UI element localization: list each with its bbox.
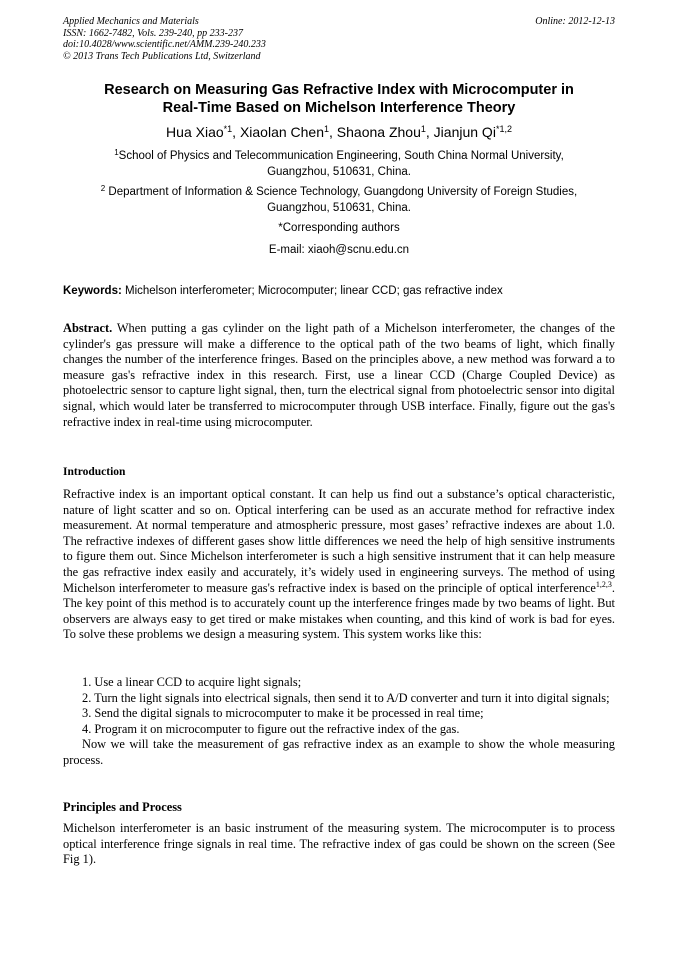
title-line-1: Research on Measuring Gas Refractive Index with Microcomputer in [104, 82, 574, 98]
keywords [63, 284, 615, 299]
steps-list [63, 675, 615, 769]
email-line: E-mail: xiaoh@scnu.edu.cn [268, 244, 410, 256]
abstract-text: When putting a gas cylinder on the light path of a Michelson interferometer, the changes of the cylinder's gas pressure will make a difference to the optical path of the two beams of light, which finally changes the number of the interference fringes. Based on the principles above, a new method was forward a to measure gas's refractive index in this research. First, use a linear CCD (Charge Coupled Device) as photoelectric sensor to capture light signal, then, turn the electrical signal from photoelectric sensor into digital signal, which would later be transferred to microcomputer through USB interface. Finally, figure out the gas's refractive index in real-time using microcomputer. [63, 321, 615, 429]
abstract [63, 321, 615, 430]
title-line-2: Real-Time Based on Michelson Interference Theory [162, 100, 516, 116]
author-name: Jianjun Qi [433, 124, 496, 140]
copyright-line: © 2013 Trans Tech Publications Ltd, Switzerland [63, 50, 261, 62]
online-date: Online: 2012-12-13 [535, 16, 615, 27]
author-sep: , [425, 124, 434, 140]
author-sup: *1,2 [495, 124, 512, 134]
list-item: Now we will take the measurement of gas refractive index as an example to show the whole measuring process. [63, 737, 615, 767]
affiliation-2-line-2: Guangzhou, 510631, China. [267, 202, 411, 214]
author-sup: 1 [324, 124, 330, 134]
author-sep: , [329, 124, 337, 140]
intro-text-tail: . The key point of this method is to accurately count up the interference fringes made by two beams of light. But observers are always easy to get tired or make mistakes when counting, and this kind of work is bad for eyes. To solve these problems we design a measuring system. This system works like this: [63, 580, 615, 642]
author-name: Xiaolan Chen [239, 124, 324, 140]
affiliation-1 [63, 148, 615, 180]
journal-header [63, 16, 615, 62]
paper-title [63, 81, 615, 117]
issn-line: ISSN: 1662-7482, Vols. 239-240, pp 233-237 [63, 27, 243, 39]
affiliation-1-line-1: School of Physics and Telecommunication Engineering, South China Normal University, [118, 150, 564, 162]
keywords-text: Michelson interferometer; Microcomputer; linear CCD; gas refractive index [121, 285, 503, 297]
author-sup: 1 [420, 124, 426, 134]
author-name: Hua Xiao [166, 124, 224, 140]
journal-name: Applied Mechanics and Materials [63, 16, 199, 27]
list-item: 1. Use a linear CCD to acquire light signals; [82, 675, 302, 689]
affiliation-2-line-1: Department of Information & Science Technology, Guangdong University of Foreign Studies, [105, 186, 578, 198]
introduction-paragraph [63, 487, 615, 643]
principles-heading: Principles and Process [63, 800, 182, 814]
citation-sup: 1,2,3 [595, 579, 612, 589]
list-item: 4. Program it on microcomputer to figure out the refractive index of the gas. [82, 721, 460, 736]
intro-text: Refractive index is an important optical constant. It can help us find out a substance’s optical characteristic, nature of light scatter and so on. Optical interfering can be used as an accurate method for refractive index measurement. At normal temperature and atmospheric pressure, most gases’ refractive indexes are about 1.0. The refractive indexes of different gases show little differences we need the help of high sensitive instruments to figure them out. Since Michelson interferometer is such a high sensitive instrument that it can help measure the gas refractive index easily and accurately, it’s widely used in engineering surveys. The method of using Michelson interferometer to measure gas's refractive index is based on the principle of optical interference [63, 487, 615, 595]
author-sep: , [232, 124, 240, 140]
affiliation-1-line-2: Guangzhou, 510631, China. [267, 166, 411, 178]
list-item: 2. Turn the light signals into electrical signals, then send it to A/D converter and turn it into digital signals; [82, 690, 610, 705]
author-name: Shaona Zhou [336, 124, 421, 140]
introduction-heading: Introduction [63, 466, 126, 478]
corresponding-authors: *Corresponding authors [278, 222, 400, 234]
list-item: 3. Send the digital signals to microcomputer to make it be processed in real time; [82, 706, 484, 721]
principles-paragraph: Michelson interferometer is an basic instrument of the measuring system. The microcomputer is to process optical interference fringe signals in real time. The refractive index of gas could be shown on the screen (See Fig 1). [63, 821, 615, 867]
affiliation-2 [63, 184, 615, 216]
author-list [63, 123, 615, 141]
doi-line: doi:10.4028/www.scientific.net/AMM.239-240.233 [63, 39, 266, 50]
keywords-label: Keywords: [63, 285, 122, 297]
affiliation-1-sup: 1 [114, 148, 119, 157]
author-sup: *1 [223, 124, 233, 134]
affiliation-2-sup: 2 [100, 184, 106, 193]
abstract-label: Abstract. [63, 321, 113, 335]
